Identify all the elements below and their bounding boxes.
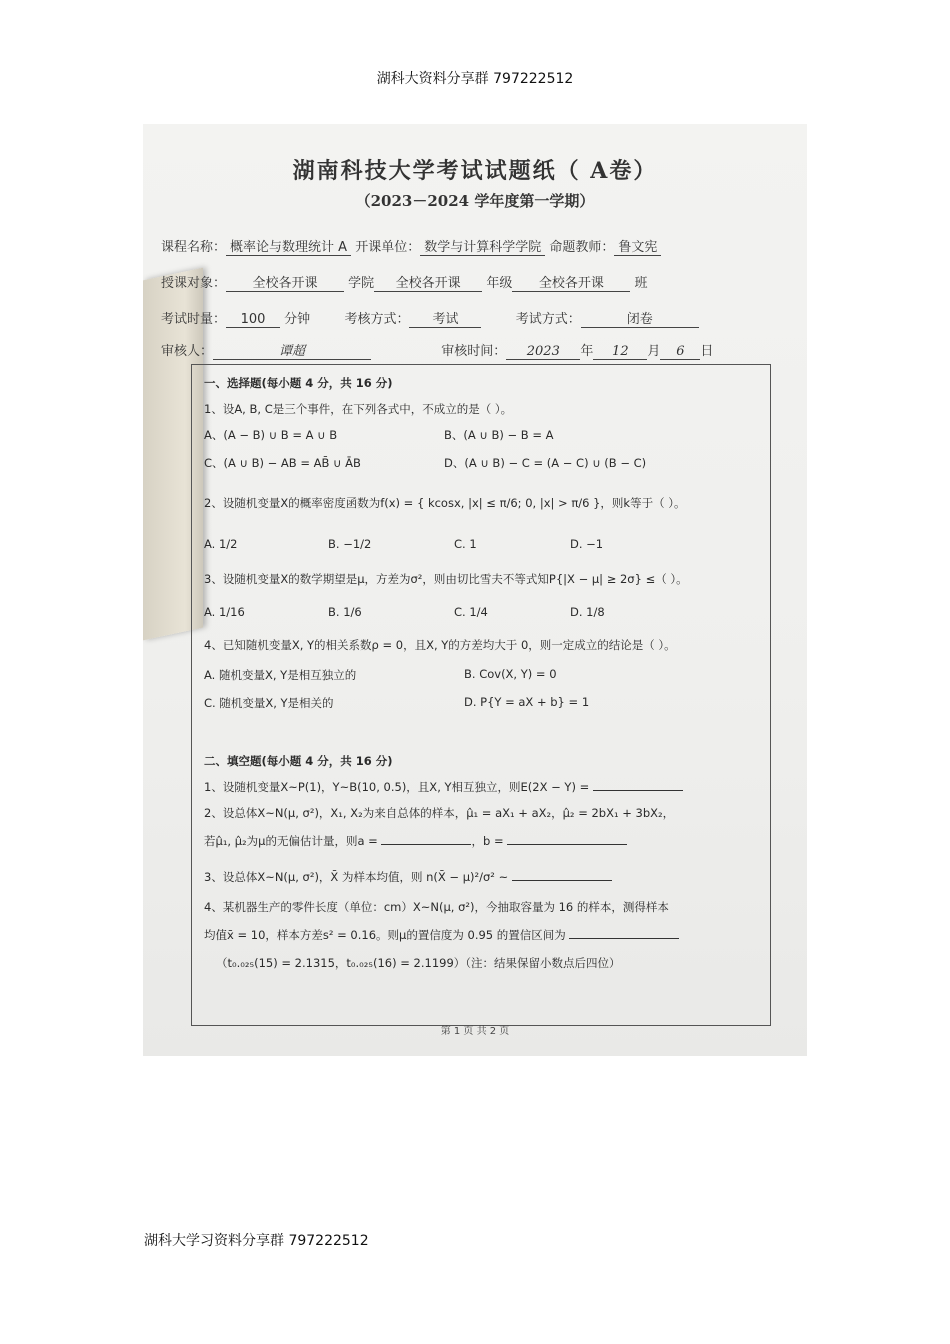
grade-label: 年级 <box>486 276 513 291</box>
question-1: 1、设A, B, C是三个事件，在下列各式中，不成立的是（ ）。 <box>204 402 513 416</box>
dept-label: 开课单位： <box>355 240 421 255</box>
duration-label: 考试时量： <box>161 312 227 327</box>
mode-label: 考试方式： <box>515 312 581 327</box>
fill-3 <box>204 869 612 885</box>
day-label: 日 <box>700 344 714 359</box>
section-2-title: 二、填空题(每小题 4 分，共 16 分) <box>204 754 393 768</box>
review-date-label: 审核时间： <box>441 344 507 359</box>
audience-label: 授课对象： <box>161 276 227 291</box>
fill-3-blank <box>512 880 612 881</box>
q1-option-a: A、(A − B) ∪ B = A ∪ B <box>204 428 338 442</box>
fill-2-a-blank <box>381 844 471 845</box>
course-value: 概率论与数理统计 A <box>226 236 351 256</box>
fill-2-b-text: ，b = <box>471 834 504 848</box>
teacher-value: 鲁文宪 <box>614 236 661 256</box>
dept-value: 数学与计算科学学院 <box>420 236 545 256</box>
audience-value-3: 全校各开课 <box>512 272 630 292</box>
fill-3-text: 3、设总体X~N(μ, σ²)，X̄ 为样本均值，则 n(X̄ − μ)²/σ² ~ <box>204 870 509 884</box>
page-footer: 湖科大学习资料分享群 797222512 <box>144 1233 369 1249</box>
duration-row <box>161 308 699 328</box>
reviewer-label: 审核人： <box>161 344 214 359</box>
assess-value: 考试 <box>409 308 481 328</box>
course-label: 课程名称： <box>161 240 227 255</box>
fill-2: 2、设总体X~N(μ, σ²)，X₁, X₂为来自总体的样本，μ̂₁ = aX₁ + aX₂，μ̂₂ = 2bX₁ + 3bX₂， <box>204 806 675 820</box>
page-number: 第 1 页 共 2 页 <box>440 1026 510 1037</box>
section-1-title: 一、选择题(每小题 4 分，共 16 分) <box>204 376 393 390</box>
exam-title: 湖南科技大学考试试题纸（ A卷） <box>292 158 658 184</box>
duration-value: 100 <box>226 312 280 328</box>
q3-option-b: B. 1/6 <box>328 605 362 619</box>
q4-option-c: C. 随机变量X, Y是相关的 <box>204 696 334 710</box>
q2-option-d: D. −1 <box>570 537 604 551</box>
q4-option-a: A. 随机变量X, Y是相互独立的 <box>204 668 357 682</box>
q3-option-a: A. 1/16 <box>204 605 245 619</box>
fill-4-cont <box>204 927 679 943</box>
q1-option-b: B、(A ∪ B) − B = A <box>444 428 554 442</box>
audience-value-2: 全校各开课 <box>374 272 482 292</box>
q4-option-d: D. P{Y = aX + b} = 1 <box>464 695 590 709</box>
question-box <box>191 364 771 1026</box>
assess-label: 考核方式： <box>344 312 410 327</box>
audience-row <box>161 272 647 292</box>
college-label: 学院 <box>348 276 375 291</box>
q2-option-a: A. 1/2 <box>204 537 238 551</box>
fill-1 <box>204 779 683 795</box>
page-header: 湖科大资料分享群 797222512 <box>376 71 574 87</box>
fill-4-note: （t₀.₀₂₅(15) = 2.1315，t₀.₀₂₅(16) = 2.1199）（注：结果保留小数点后四位） <box>216 956 621 970</box>
review-month: 12 <box>593 344 647 360</box>
month-label: 月 <box>647 344 661 359</box>
fill-4: 4、某机器生产的零件长度（单位：cm）X~N(μ, σ²)，今抽取容量为 16 的样本，测得样本 <box>204 900 669 914</box>
fill-1-text: 1、设随机变量X~P(1)，Y~B(10, 0.5)，且X, Y相互独立，则E(2X − Y) = <box>204 780 590 794</box>
fill-2-b-blank <box>507 844 627 845</box>
question-2: 2、设随机变量X的概率密度函数为f(x) = { kcosx, |x| ≤ π/6; 0, |x| > π/6 }，则k等于（ ）。 <box>204 496 686 510</box>
q4-option-b: B. Cov(X, Y) = 0 <box>464 667 557 681</box>
class-label: 班 <box>634 276 648 291</box>
review-year: 2023 <box>506 344 580 360</box>
fill-4-blank <box>569 938 679 939</box>
minutes-label: 分钟 <box>284 312 311 327</box>
question-4: 4、已知随机变量X, Y的相关系数ρ = 0，且X, Y的方差均大于 0，则一定成立的结论是（ ）。 <box>204 638 676 652</box>
review-day: 6 <box>660 344 700 360</box>
teacher-label: 命题教师： <box>549 240 615 255</box>
review-row <box>161 340 713 360</box>
exam-photo <box>143 124 807 1056</box>
mode-value: 闭卷 <box>581 308 699 328</box>
q3-option-c: C. 1/4 <box>454 605 488 619</box>
course-row <box>161 236 661 256</box>
q1-option-c: C、(A ∪ B) − AB = AB̄ ∪ ĀB <box>204 456 361 470</box>
fill-4-b-text: 均值x̄ = 10，样本方差s² = 0.16。则μ的置信度为 0.95 的置信区间为 <box>204 928 566 942</box>
fill-1-blank <box>593 790 683 791</box>
exam-term: （2023－2024 学年度第一学期） <box>355 192 595 210</box>
fill-2-a-text: 若μ̂₁, μ̂₂为μ的无偏估计量，则a = <box>204 834 378 848</box>
reviewer-signature: 谭超 <box>213 340 371 360</box>
audience-value-1: 全校各开课 <box>226 272 344 292</box>
q1-option-d: D、(A ∪ B) − C = (A − C) ∪ (B − C) <box>444 456 647 470</box>
question-3: 3、设随机变量X的数学期望是μ，方差为σ²，则由切比雪夫不等式知P{|X − μ| ≥ 2σ} ≤（ ）。 <box>204 572 688 586</box>
q2-option-c: C. 1 <box>454 537 477 551</box>
q3-option-d: D. 1/8 <box>570 605 605 619</box>
year-label: 年 <box>580 344 594 359</box>
fill-2-answer <box>204 833 627 849</box>
q2-option-b: B. −1/2 <box>328 537 372 551</box>
